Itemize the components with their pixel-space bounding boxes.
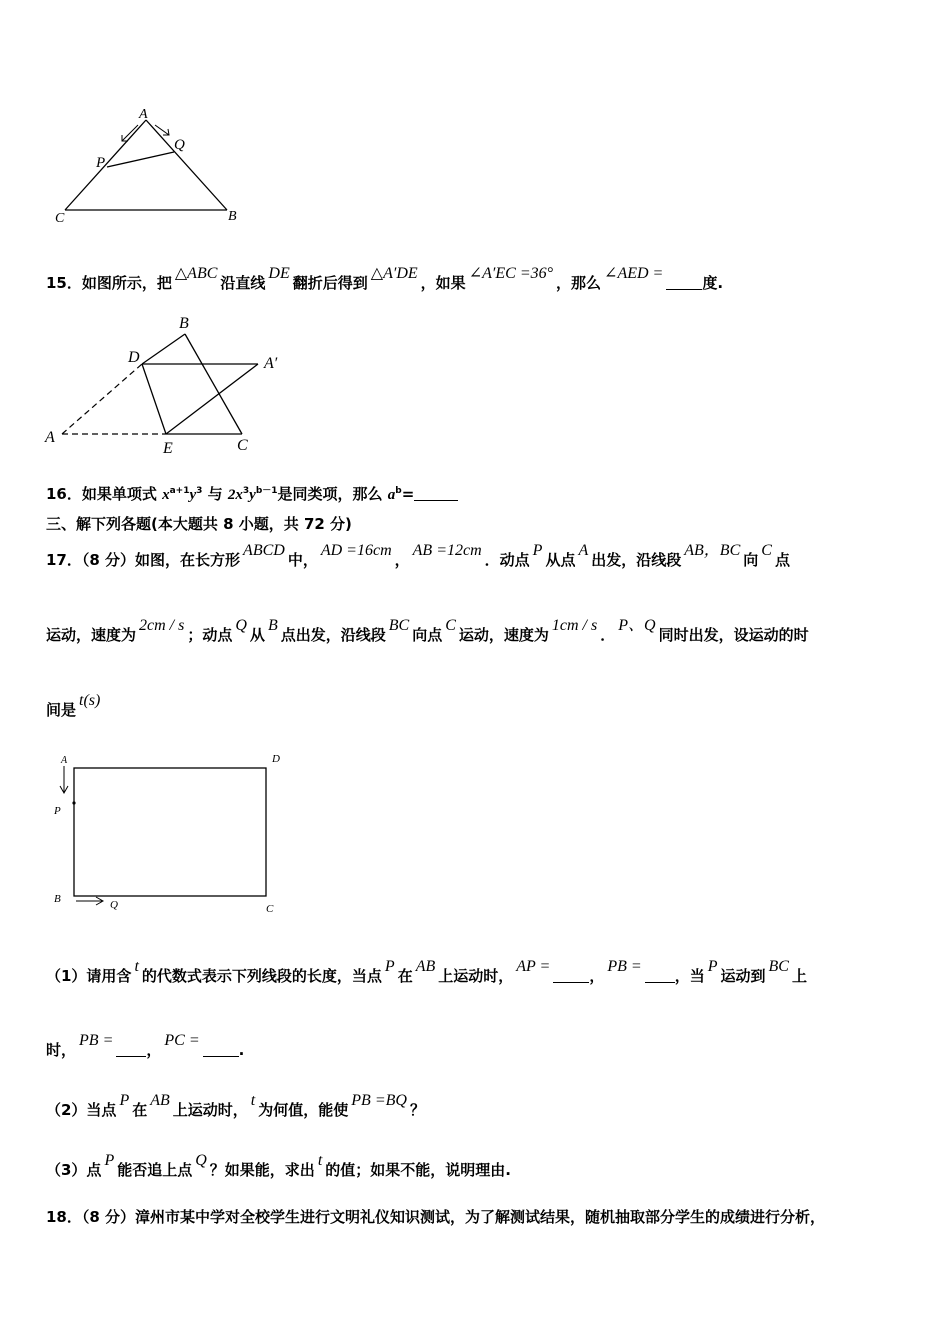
- label-e: E: [163, 440, 173, 457]
- point-p: [72, 801, 75, 804]
- segment-ac: [65, 120, 146, 210]
- rectangle-abcd: [74, 768, 266, 896]
- label-c: C: [266, 903, 274, 915]
- segment-ab: [146, 120, 227, 210]
- label-a: A: [139, 107, 148, 122]
- label-c: C: [55, 211, 65, 226]
- segment-pq: [107, 152, 174, 167]
- question-16: 16．如果单项式 $x^{a+1}y^3$ 与 $2x^3y^{b-1}$是同类项，那么 $a^b=$: [46, 481, 458, 505]
- question-18: 18．（8 分）漳州市某中学对全校学生进行文明礼仪知识测试，为了解测试结果，随机抽取部分学生的成绩进行分析，: [46, 1208, 826, 1226]
- part-2: （2）当点P在AB上运动时，t为何值，能使PB =BQ？: [46, 1092, 425, 1119]
- answer-blank[interactable]: [414, 486, 458, 501]
- question-17-line2: 运动，速度为2cm / s；动点Q从B点出发，沿线段BC向点C运动，速度为1cm / s．P、Q同时出发，设运动的时: [46, 617, 809, 644]
- segment-de: [142, 364, 166, 434]
- label-d: D: [128, 349, 140, 366]
- answer-blank-pb[interactable]: [645, 968, 675, 983]
- dashed-ad: [62, 364, 142, 434]
- triangle-figure-apq: [50, 105, 250, 230]
- fold-figure: [40, 312, 290, 457]
- segment-db: [142, 334, 185, 364]
- label-b: B: [54, 893, 61, 905]
- label-a: A: [45, 429, 55, 446]
- answer-blank-pb-bc[interactable]: [116, 1042, 146, 1057]
- label-a-prime: A′: [264, 355, 278, 372]
- label-c: C: [237, 437, 248, 454]
- segment-ea-prime: [166, 364, 258, 434]
- label-a: A: [61, 755, 68, 766]
- label-b: B: [228, 209, 237, 224]
- label-b: B: [179, 315, 189, 332]
- question-17-line1: 17．（8 分）如图，在长方形ABCD中，AD =16cm，AB =12cm．动点P从点A出发，沿线段AB，BC向C点: [46, 542, 790, 569]
- label-q: Q: [174, 137, 185, 153]
- part-3: （3）点P能否追上点Q？如果能，求出t的值；如果不能，说明理由.: [46, 1152, 511, 1179]
- answer-blank[interactable]: [666, 275, 702, 290]
- question-17-line3: 间是t(s): [46, 692, 101, 719]
- answer-blank-pc[interactable]: [203, 1042, 239, 1057]
- label-q: Q: [110, 899, 118, 911]
- label-p: P: [54, 805, 61, 817]
- part-1-line2: 时，PB =，PC =.: [46, 1032, 245, 1059]
- question-15: 15．如图所示，把△ABC沿直线DE翻折后得到△A′DE，如果∠A′EC =36°，那么∠AED =度.: [46, 265, 724, 292]
- answer-blank-ap[interactable]: [553, 968, 589, 983]
- label-d: D: [272, 753, 280, 765]
- segment-bc: [185, 334, 242, 434]
- arrow-a-to-q: [155, 125, 169, 135]
- part-1-line1: （1）请用含t的代数式表示下列线段的长度，当点P在AB上运动时，AP =，PB =，当P运动到BC上: [46, 958, 807, 985]
- section-heading: 三、解下列各题(本大题共 8 小题，共 72 分): [46, 515, 352, 533]
- rectangle-figure: [50, 748, 290, 918]
- label-p: P: [96, 155, 106, 171]
